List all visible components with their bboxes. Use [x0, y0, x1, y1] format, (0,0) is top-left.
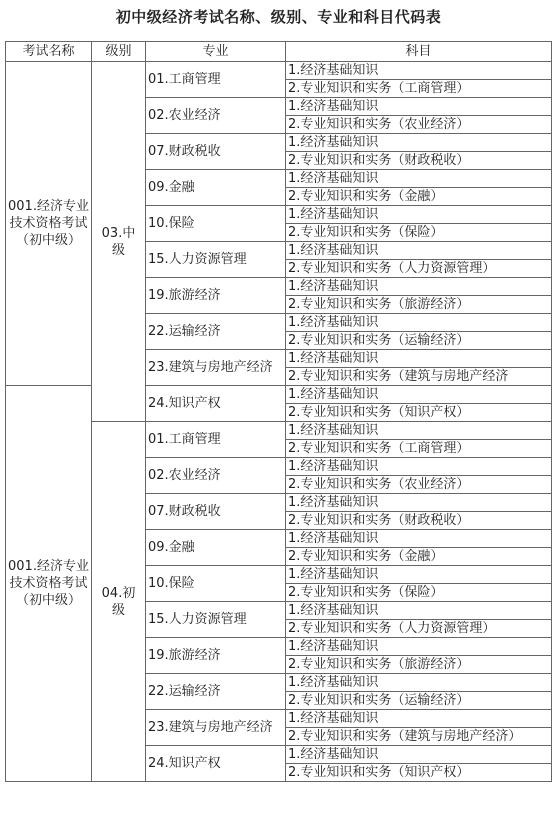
- subject-cell: 1.经济基础知识: [286, 710, 552, 728]
- major-cell: 01.工商管理: [146, 62, 286, 98]
- subject-cell: 1.经济基础知识: [286, 674, 552, 692]
- major-cell: 22.运输经济: [146, 674, 286, 710]
- major-cell: 02.农业经济: [146, 98, 286, 134]
- subject-cell: 1.经济基础知识: [286, 170, 552, 188]
- header-exam-name: 考试名称: [6, 42, 92, 62]
- table-body: [6, 62, 552, 782]
- subject-cell: 1.经济基础知识: [286, 566, 552, 584]
- major-cell: 15.人力资源管理: [146, 602, 286, 638]
- exam-name-cell: 001.经济专业技术资格考试（初中级）: [6, 62, 92, 386]
- subject-cell: 2.专业知识和实务（工商管理）: [286, 440, 552, 458]
- table-header-row: [6, 42, 552, 62]
- subject-cell: 2.专业知识和实务（建筑与房地产经济）: [286, 728, 552, 746]
- subject-cell: 1.经济基础知识: [286, 422, 552, 440]
- subject-cell: 2.专业知识和实务（财政税收）: [286, 152, 552, 170]
- major-cell: 01.工商管理: [146, 422, 286, 458]
- major-cell: 10.保险: [146, 206, 286, 242]
- subject-cell: 2.专业知识和实务（旅游经济）: [286, 296, 552, 314]
- subject-cell: 1.经济基础知识: [286, 278, 552, 296]
- major-cell: 24.知识产权: [146, 386, 286, 422]
- page-title: 初中级经济考试名称、级别、专业和科目代码表: [115, 8, 442, 26]
- major-cell: 23.建筑与房地产经济: [146, 710, 286, 746]
- subject-cell: 2.专业知识和实务（金融）: [286, 548, 552, 566]
- subject-cell: 1.经济基础知识: [286, 494, 552, 512]
- subject-cell: 1.经济基础知识: [286, 62, 552, 80]
- table-row: [6, 386, 552, 404]
- subject-cell: 1.经济基础知识: [286, 458, 552, 476]
- major-cell: 02.农业经济: [146, 458, 286, 494]
- subject-cell: 2.专业知识和实务（金融）: [286, 188, 552, 206]
- subject-cell: 1.经济基础知识: [286, 314, 552, 332]
- subject-cell: 2.专业知识和实务（知识产权）: [286, 404, 552, 422]
- subject-cell: 2.专业知识和实务（财政税收）: [286, 512, 552, 530]
- subject-cell: 2.专业知识和实务（保险）: [286, 224, 552, 242]
- table-row: [6, 62, 552, 80]
- subject-cell: 1.经济基础知识: [286, 134, 552, 152]
- subject-cell: 1.经济基础知识: [286, 386, 552, 404]
- subject-cell: 1.经济基础知识: [286, 206, 552, 224]
- subject-cell: 1.经济基础知识: [286, 638, 552, 656]
- level-cell: 04.初级: [92, 422, 146, 782]
- major-cell: 22.运输经济: [146, 314, 286, 350]
- subject-cell: 1.经济基础知识: [286, 602, 552, 620]
- subject-cell: 2.专业知识和实务（建筑与房地产经济: [286, 368, 552, 386]
- major-cell: 09.金融: [146, 530, 286, 566]
- subject-cell: 2.专业知识和实务（知识产权）: [286, 764, 552, 782]
- exam-name-cell: 001.经济专业技术资格考试（初中级）: [6, 386, 92, 782]
- subject-cell: 2.专业知识和实务（保险）: [286, 584, 552, 602]
- major-cell: 24.知识产权: [146, 746, 286, 782]
- subject-cell: 2.专业知识和实务（农业经济）: [286, 116, 552, 134]
- subject-cell: 2.专业知识和实务（旅游经济）: [286, 656, 552, 674]
- header-level: 级别: [92, 42, 146, 62]
- major-cell: 09.金融: [146, 170, 286, 206]
- major-cell: 07.财政税收: [146, 494, 286, 530]
- subject-cell: 2.专业知识和实务（人力资源管理）: [286, 260, 552, 278]
- major-cell: 10.保险: [146, 566, 286, 602]
- major-cell: 19.旅游经济: [146, 638, 286, 674]
- level-cell: 03.中级: [92, 62, 146, 422]
- major-cell: 15.人力资源管理: [146, 242, 286, 278]
- major-cell: 19.旅游经济: [146, 278, 286, 314]
- header-subject: 科目: [286, 42, 552, 62]
- subject-cell: 1.经济基础知识: [286, 530, 552, 548]
- major-cell: 07.财政税收: [146, 134, 286, 170]
- subject-cell: 1.经济基础知识: [286, 98, 552, 116]
- exam-code-table: [5, 41, 552, 782]
- subject-cell: 1.经济基础知识: [286, 350, 552, 368]
- subject-cell: 2.专业知识和实务（工商管理）: [286, 80, 552, 98]
- subject-cell: 1.经济基础知识: [286, 242, 552, 260]
- subject-cell: 2.专业知识和实务（人力资源管理）: [286, 620, 552, 638]
- subject-cell: 2.专业知识和实务（运输经济）: [286, 332, 552, 350]
- subject-cell: 2.专业知识和实务（农业经济）: [286, 476, 552, 494]
- header-major: 专业: [146, 42, 286, 62]
- subject-cell: 1.经济基础知识: [286, 746, 552, 764]
- subject-cell: 2.专业知识和实务（运输经济）: [286, 692, 552, 710]
- major-cell: 23.建筑与房地产经济: [146, 350, 286, 386]
